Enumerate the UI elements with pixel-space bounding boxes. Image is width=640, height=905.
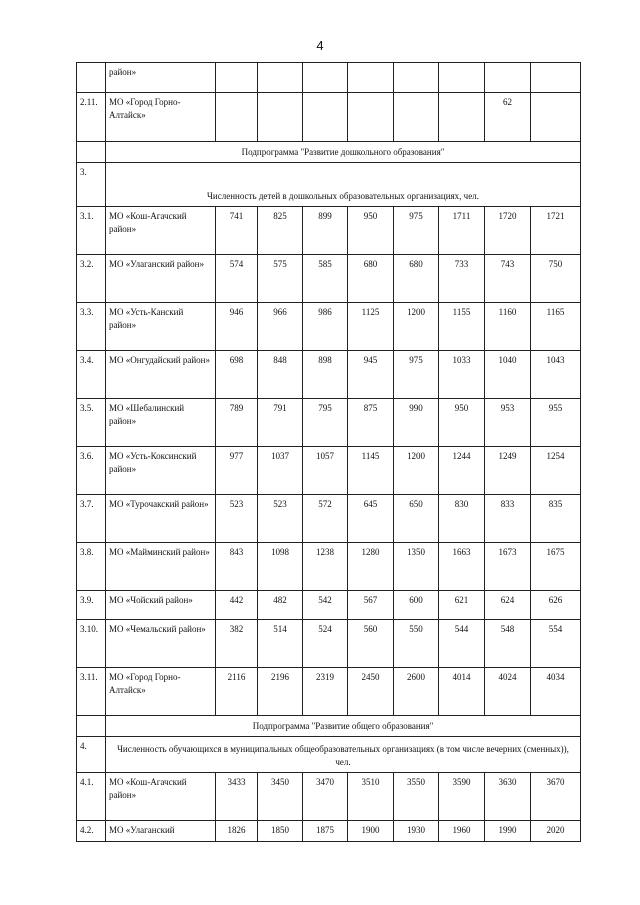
row-number: 3.5.	[77, 399, 106, 447]
municipality-name: МО «Усть-Канский район»	[106, 303, 216, 351]
value-cell: 645	[348, 495, 394, 543]
value-cell: 848	[258, 351, 303, 399]
value-cell: 4024	[485, 668, 531, 716]
municipality-name: МО «Улаганский район»	[106, 255, 216, 303]
value-cell	[439, 63, 485, 93]
value-cell: 1675	[531, 543, 581, 591]
value-cell	[485, 63, 531, 93]
row-number	[77, 716, 106, 737]
value-cell: 382	[216, 620, 258, 668]
value-cell	[394, 63, 439, 93]
value-cell	[258, 63, 303, 93]
value-cell	[303, 93, 348, 142]
value-cell: 523	[258, 495, 303, 543]
value-cell: 542	[303, 591, 348, 620]
value-cell: 795	[303, 399, 348, 447]
municipality-name: МО «Шебалинский район»	[106, 399, 216, 447]
value-cell: 1155	[439, 303, 485, 351]
value-cell: 575	[258, 255, 303, 303]
table-row	[77, 773, 581, 821]
table-row	[77, 351, 581, 399]
value-cell: 2020	[531, 821, 581, 842]
value-cell: 1037	[258, 447, 303, 495]
table-row	[77, 63, 581, 93]
value-cell: 2319	[303, 668, 348, 716]
row-number: 3.8.	[77, 543, 106, 591]
value-cell: 1040	[485, 351, 531, 399]
municipality-name: МО «Усть-Коксинский район»	[106, 447, 216, 495]
value-cell: 875	[348, 399, 394, 447]
value-cell: 621	[439, 591, 485, 620]
value-cell: 1244	[439, 447, 485, 495]
value-cell: 544	[439, 620, 485, 668]
value-cell: 650	[394, 495, 439, 543]
table-row	[77, 821, 581, 842]
value-cell: 2116	[216, 668, 258, 716]
value-cell: 626	[531, 591, 581, 620]
value-cell: 898	[303, 351, 348, 399]
value-cell: 1254	[531, 447, 581, 495]
value-cell: 1720	[485, 207, 531, 255]
value-cell: 950	[439, 399, 485, 447]
value-cell	[216, 63, 258, 93]
row-number: 4.2.	[77, 821, 106, 842]
value-cell: 1350	[394, 543, 439, 591]
row-number: 3.4.	[77, 351, 106, 399]
value-cell: 2196	[258, 668, 303, 716]
value-cell: 1663	[439, 543, 485, 591]
page-number: 4	[316, 38, 324, 53]
row-number: 2.11.	[77, 93, 106, 142]
value-cell: 2450	[348, 668, 394, 716]
value-cell: 789	[216, 399, 258, 447]
value-cell: 835	[531, 495, 581, 543]
municipality-name: МО «Город Горно-Алтайск»	[106, 93, 216, 142]
value-cell: 624	[485, 591, 531, 620]
table-row	[77, 163, 581, 207]
value-cell: 680	[348, 255, 394, 303]
value-cell: 1721	[531, 207, 581, 255]
value-cell	[439, 93, 485, 142]
value-cell: 986	[303, 303, 348, 351]
value-cell: 3670	[531, 773, 581, 821]
row-number	[77, 142, 106, 163]
value-cell: 741	[216, 207, 258, 255]
value-cell: 1826	[216, 821, 258, 842]
municipality-name: МО «Майминский район»	[106, 543, 216, 591]
value-cell: 3433	[216, 773, 258, 821]
value-cell: 442	[216, 591, 258, 620]
table-row	[77, 447, 581, 495]
value-cell: 1711	[439, 207, 485, 255]
municipality-name: МО «Улаганский	[106, 821, 216, 842]
value-cell: 946	[216, 303, 258, 351]
row-number: 3.6.	[77, 447, 106, 495]
value-cell: 62	[485, 93, 531, 142]
value-cell: 1200	[394, 303, 439, 351]
value-cell: 1280	[348, 543, 394, 591]
value-cell: 3550	[394, 773, 439, 821]
value-cell: 843	[216, 543, 258, 591]
table-row	[77, 737, 581, 773]
value-cell	[258, 93, 303, 142]
value-cell: 514	[258, 620, 303, 668]
value-cell	[303, 63, 348, 93]
value-cell: 1900	[348, 821, 394, 842]
value-cell: 600	[394, 591, 439, 620]
value-cell: 733	[439, 255, 485, 303]
value-cell: 1145	[348, 447, 394, 495]
value-cell: 977	[216, 447, 258, 495]
row-number: 3.	[77, 163, 106, 207]
table-row	[77, 668, 581, 716]
value-cell	[348, 93, 394, 142]
data-table	[76, 62, 581, 842]
value-cell: 1249	[485, 447, 531, 495]
indicator-heading: Численность обучающихся в муниципальных общеобразовательных организациях (в том числе вечерних (сменных)), чел.	[106, 737, 581, 773]
value-cell: 3630	[485, 773, 531, 821]
value-cell: 1043	[531, 351, 581, 399]
value-cell: 560	[348, 620, 394, 668]
table-row	[77, 716, 581, 737]
value-cell	[394, 93, 439, 142]
row-number: 3.10.	[77, 620, 106, 668]
table-row	[77, 207, 581, 255]
value-cell: 680	[394, 255, 439, 303]
table-row	[77, 93, 581, 142]
value-cell	[348, 63, 394, 93]
value-cell: 833	[485, 495, 531, 543]
value-cell: 1990	[485, 821, 531, 842]
value-cell: 1875	[303, 821, 348, 842]
value-cell: 975	[394, 207, 439, 255]
table-row	[77, 543, 581, 591]
row-number: 4.	[77, 737, 106, 773]
value-cell: 899	[303, 207, 348, 255]
municipality-name: МО «Чемальский район»	[106, 620, 216, 668]
municipality-name: район»	[106, 63, 216, 93]
value-cell	[531, 63, 581, 93]
row-number: 3.3.	[77, 303, 106, 351]
subprogram-heading: Подпрограмма "Развитие дошкольного образования"	[106, 142, 581, 163]
table-row	[77, 495, 581, 543]
value-cell: 1238	[303, 543, 348, 591]
value-cell: 750	[531, 255, 581, 303]
table-row	[77, 142, 581, 163]
value-cell: 3450	[258, 773, 303, 821]
value-cell: 950	[348, 207, 394, 255]
value-cell: 1033	[439, 351, 485, 399]
value-cell: 791	[258, 399, 303, 447]
value-cell: 1960	[439, 821, 485, 842]
value-cell: 574	[216, 255, 258, 303]
value-cell: 990	[394, 399, 439, 447]
value-cell: 1165	[531, 303, 581, 351]
value-cell	[531, 93, 581, 142]
row-number: 3.1.	[77, 207, 106, 255]
subprogram-heading: Подпрограмма "Развитие общего образования"	[106, 716, 581, 737]
value-cell: 523	[216, 495, 258, 543]
value-cell: 4034	[531, 668, 581, 716]
row-number: 3.11.	[77, 668, 106, 716]
value-cell: 975	[394, 351, 439, 399]
indicator-heading: Численность детей в дошкольных образовательных организациях, чел.	[106, 163, 581, 207]
value-cell: 1057	[303, 447, 348, 495]
row-number: 3.2.	[77, 255, 106, 303]
value-cell: 482	[258, 591, 303, 620]
table-row	[77, 255, 581, 303]
value-cell: 955	[531, 399, 581, 447]
row-number: 3.7.	[77, 495, 106, 543]
value-cell	[216, 93, 258, 142]
value-cell: 698	[216, 351, 258, 399]
value-cell: 572	[303, 495, 348, 543]
value-cell: 1125	[348, 303, 394, 351]
value-cell: 1098	[258, 543, 303, 591]
municipality-name: МО «Онгудайский район»	[106, 351, 216, 399]
value-cell: 2600	[394, 668, 439, 716]
value-cell: 567	[348, 591, 394, 620]
value-cell: 825	[258, 207, 303, 255]
municipality-name: МО «Кош-Агачский район»	[106, 207, 216, 255]
table-row	[77, 591, 581, 620]
value-cell: 3470	[303, 773, 348, 821]
value-cell: 3510	[348, 773, 394, 821]
municipality-name: МО «Чойский район»	[106, 591, 216, 620]
table-row	[77, 399, 581, 447]
value-cell: 548	[485, 620, 531, 668]
value-cell: 550	[394, 620, 439, 668]
row-number	[77, 63, 106, 93]
value-cell: 1673	[485, 543, 531, 591]
municipality-name: МО «Турочакский район»	[106, 495, 216, 543]
value-cell: 953	[485, 399, 531, 447]
value-cell: 4014	[439, 668, 485, 716]
value-cell: 830	[439, 495, 485, 543]
value-cell: 1930	[394, 821, 439, 842]
row-number: 4.1.	[77, 773, 106, 821]
value-cell: 3590	[439, 773, 485, 821]
value-cell: 1200	[394, 447, 439, 495]
value-cell: 524	[303, 620, 348, 668]
value-cell: 945	[348, 351, 394, 399]
municipality-name: МО «Кош-Агачский район»	[106, 773, 216, 821]
value-cell: 1160	[485, 303, 531, 351]
value-cell: 966	[258, 303, 303, 351]
value-cell: 554	[531, 620, 581, 668]
value-cell: 585	[303, 255, 348, 303]
table-row	[77, 620, 581, 668]
value-cell: 1850	[258, 821, 303, 842]
row-number: 3.9.	[77, 591, 106, 620]
value-cell: 743	[485, 255, 531, 303]
municipality-name: МО «Город Горно-Алтайск»	[106, 668, 216, 716]
table-row	[77, 303, 581, 351]
